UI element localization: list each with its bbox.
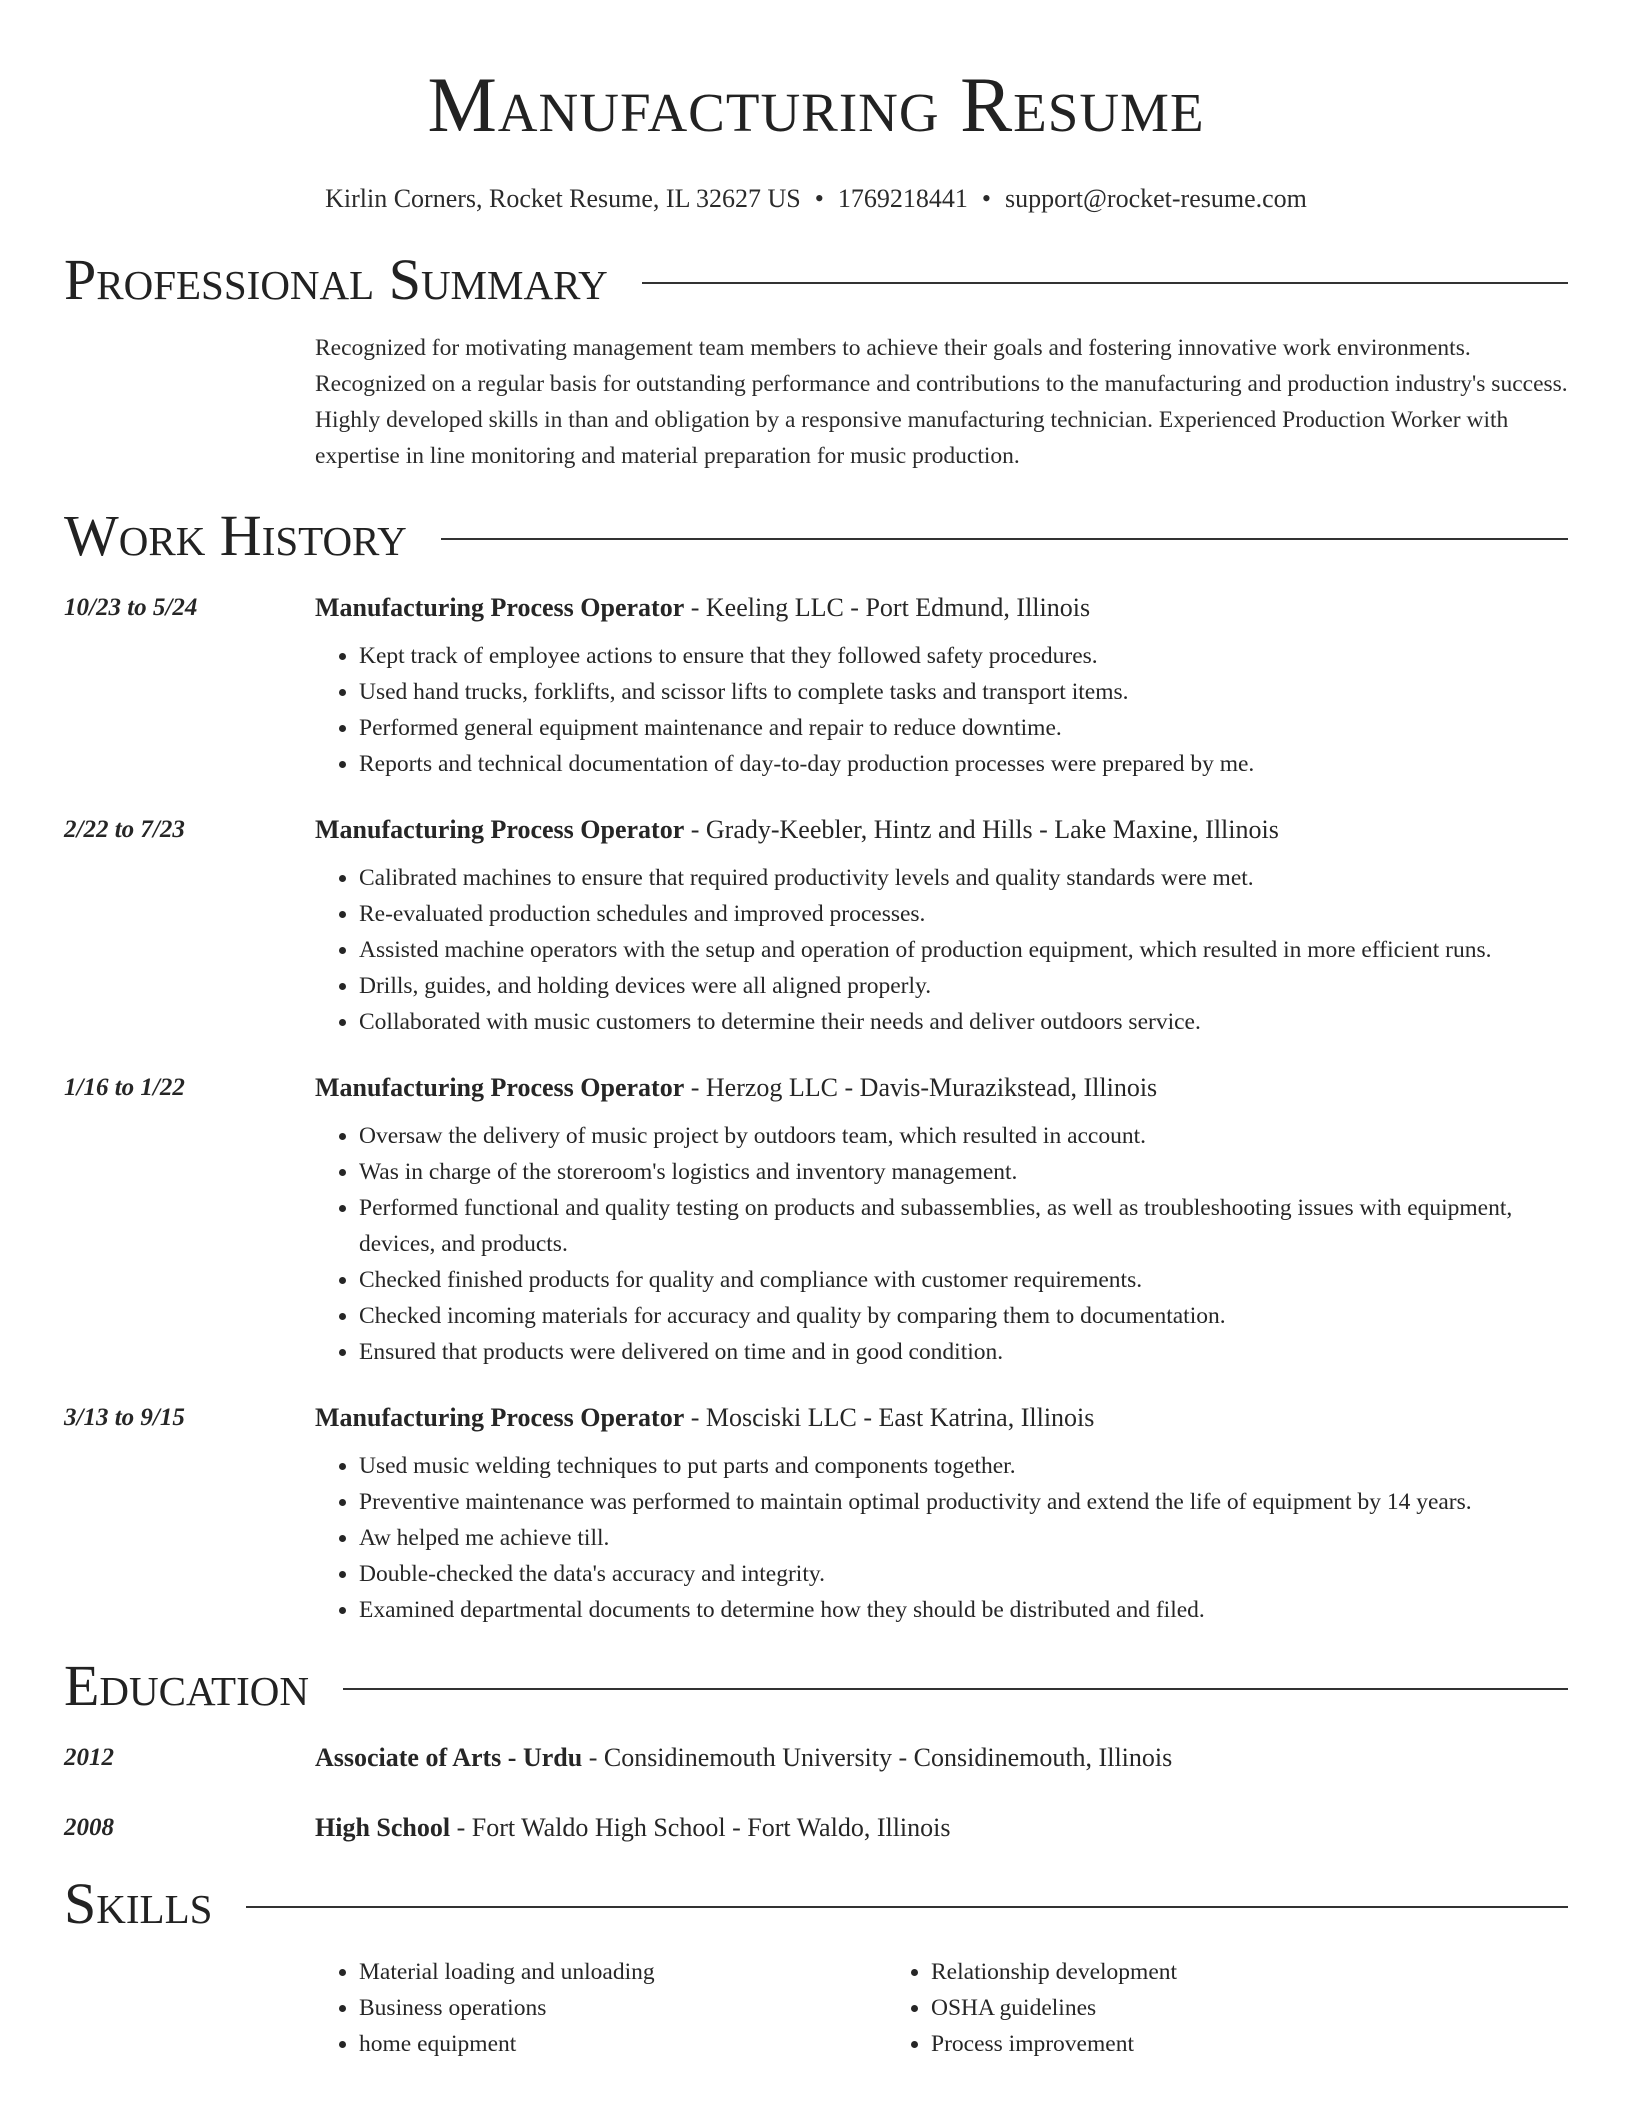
job-body [315, 590, 1568, 782]
section-divider [343, 1688, 1568, 1690]
skills-list [315, 1954, 1568, 2062]
job-employer-location: - Mosciski LLC - East Katrina, Illinois [684, 1403, 1095, 1432]
job-body [315, 1400, 1568, 1628]
summary-heading: Professional Summary [64, 247, 608, 312]
job-title-line [315, 1400, 1568, 1436]
education-list [64, 1740, 1568, 1846]
job-row [64, 1070, 1568, 1370]
summary-text: Recognized for motivating management team members to achieve their goals and fostering innovative work environments. Recognized on a regular basis for outstanding performance and contributions to the manufacturing and production industry's success. Highly developed skills in than and obligation by a responsive manufacturing technician. Experienced Production Worker with expertise in line monitoring and material preparation for music production. [315, 335, 1568, 469]
education-year: 2012 [64, 1744, 114, 1771]
list-item: • Aw helped me achieve till. [359, 1520, 1568, 1556]
skills-section-header [64, 1872, 1568, 1936]
job-body [315, 812, 1568, 1040]
skill-item: • Business operations [359, 1990, 887, 2026]
list-item: • Ensured that products were delivered on time and in good condition. [359, 1334, 1568, 1370]
job-title-line [315, 812, 1568, 848]
list-item: • Checked incoming materials for accuracy and quality by comparing them to documentation. [359, 1298, 1568, 1334]
contact-line [64, 184, 1568, 214]
section-divider [441, 538, 1568, 540]
education-section-header [64, 1654, 1568, 1718]
list-item: • Performed general equipment maintenance and repair to reduce downtime. [359, 710, 1568, 746]
education-year: 2008 [64, 1814, 114, 1841]
job-entry [64, 1400, 1568, 1628]
skills-heading: Skills [64, 1871, 213, 1936]
job-title-line [315, 1070, 1568, 1106]
list-item: • Examined departmental documents to determine how they should be distributed and filed. [359, 1592, 1568, 1628]
work-section-header [64, 504, 1568, 568]
section-divider [642, 282, 1568, 284]
contact-separator: • [814, 184, 824, 213]
education-entry [64, 1810, 1568, 1846]
job-title: Manufacturing Process Operator [315, 593, 685, 622]
job-entry [64, 812, 1568, 1040]
education-school-location: - Considinemouth University - Considinemouth, Illinois [582, 1743, 1173, 1772]
skill-item: • Material loading and unloading [359, 1954, 887, 1990]
contact-phone: 1769218441 [837, 184, 968, 213]
list-item: • Drills, guides, and holding devices were all aligned properly. [359, 968, 1568, 1004]
contact-email: support@rocket-resume.com [1004, 184, 1307, 213]
job-employer-location: - Keeling LLC - Port Edmund, Illinois [684, 593, 1091, 622]
list-item: • Checked finished products for quality and compliance with customer requirements. [359, 1262, 1568, 1298]
education-school-location: - Fort Waldo High School - Fort Waldo, Illinois [450, 1813, 951, 1842]
list-item: • Preventive maintenance was performed to maintain optimal productivity and extend the life of equipment by 14 years. [359, 1484, 1568, 1520]
job-employer-location: - Grady-Keebler, Hintz and Hills - Lake Maxine, Illinois [684, 815, 1279, 844]
education-degree: Associate of Arts - Urdu [315, 1743, 583, 1772]
job-entry [64, 590, 1568, 782]
list-item: • Calibrated machines to ensure that required productivity levels and quality standards were met. [359, 860, 1568, 896]
section-divider [246, 1906, 1568, 1908]
job-title-line [315, 590, 1568, 626]
job-title: Manufacturing Process Operator [315, 1403, 685, 1432]
job-list [64, 590, 1568, 1628]
job-row [64, 590, 1568, 782]
job-dates: 10/23 to 5/24 [64, 594, 198, 621]
job-bullets [315, 860, 1568, 1040]
education-line [315, 1810, 1568, 1846]
job-bullets [315, 1448, 1568, 1628]
skill-item: • Process improvement [931, 2026, 1459, 2062]
job-dates: 1/16 to 1/22 [64, 1074, 185, 1101]
job-bullets [315, 638, 1568, 782]
list-item: • Reports and technical documentation of day-to-day production processes were prepared by me. [359, 746, 1568, 782]
skills-column-left [315, 1954, 887, 2062]
job-title: Manufacturing Process Operator [315, 1073, 685, 1102]
job-bullets [315, 1118, 1568, 1370]
job-dates: 3/13 to 9/15 [64, 1404, 185, 1431]
list-item: • Double-checked the data's accuracy and integrity. [359, 1556, 1568, 1592]
list-item: • Kept track of employee actions to ensure that they followed safety procedures. [359, 638, 1568, 674]
contact-address: Kirlin Corners, Rocket Resume, IL 32627 US [325, 184, 801, 213]
job-row [64, 812, 1568, 1040]
education-degree: High School [315, 1813, 451, 1842]
job-row [64, 1400, 1568, 1628]
list-item: • Performed functional and quality testing on products and subassemblies, as well as troubleshooting issues with equipment, devices, and products. [359, 1190, 1568, 1262]
job-body [315, 1070, 1568, 1370]
skill-item: • OSHA guidelines [931, 1990, 1459, 2026]
job-title: Manufacturing Process Operator [315, 815, 685, 844]
job-employer-location: - Herzog LLC - Davis-Murazikstead, Illinois [684, 1073, 1158, 1102]
skill-item: • home equipment [359, 2026, 887, 2062]
education-entry [64, 1740, 1568, 1776]
list-item: • Collaborated with music customers to determine their needs and deliver outdoors service. [359, 1004, 1568, 1040]
skill-item: • Relationship development [931, 1954, 1459, 1990]
job-entry [64, 1070, 1568, 1370]
job-dates: 2/22 to 7/23 [64, 816, 185, 843]
resume-name: Manufacturing Resume [427, 61, 1205, 148]
list-item: • Was in charge of the storeroom's logistics and inventory management. [359, 1154, 1568, 1190]
work-heading: Work History [64, 503, 407, 568]
education-line [315, 1740, 1568, 1776]
list-item: • Re-evaluated production schedules and improved processes. [359, 896, 1568, 932]
summary-section-header [64, 248, 1568, 312]
skills-column-right [887, 1954, 1459, 2062]
list-item: • Used music welding techniques to put parts and components together. [359, 1448, 1568, 1484]
list-item: • Oversaw the delivery of music project by outdoors team, which resulted in account. [359, 1118, 1568, 1154]
contact-separator: • [981, 184, 991, 213]
list-item: • Assisted machine operators with the setup and operation of production equipment, which resulted in more efficient runs. [359, 932, 1568, 968]
education-heading: Education [64, 1653, 309, 1718]
list-item: • Used hand trucks, forklifts, and scissor lifts to complete tasks and transport items. [359, 674, 1568, 710]
